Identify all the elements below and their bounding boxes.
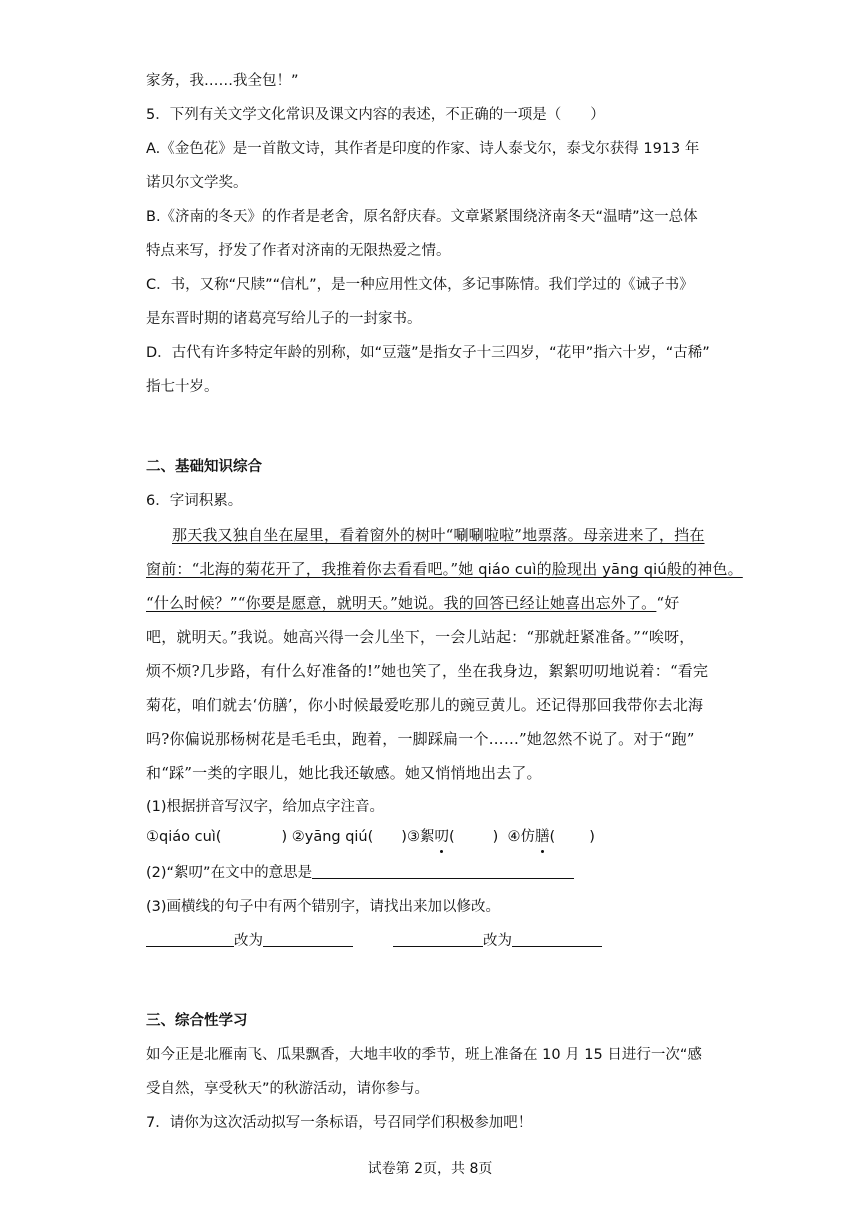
passage-line-8: 和“踩”一类的字眼儿，她比我还敏感。她又悄悄地出去了。	[146, 764, 542, 782]
option-b-line2: 特点来写，抒发了作者对济南的无限热爱之情。	[146, 243, 451, 259]
passage-line-6: 菊花，咱们就去‘仿膳’，你小时候最爱吃那儿的豌豆黄儿。还记得那回我带你去北海	[146, 696, 704, 714]
item-1-label: ①qiáo cuì(	[146, 829, 222, 845]
wrong-char-1-blank[interactable]	[146, 930, 234, 947]
item-3-close: )	[492, 829, 499, 845]
option-d-line2: 指七十岁。	[146, 379, 219, 395]
correction-row	[146, 930, 726, 952]
item-4-open: (	[549, 829, 556, 845]
passage-line-3-tail: “好	[656, 594, 680, 612]
page-footer: 试卷第 2页，共 8页	[367, 1161, 493, 1177]
correct-char-1-blank[interactable]	[263, 930, 353, 947]
option-d-line1: D．古代有许多特定年龄的别称，如“豆蔻”是指女子十三四岁，“花甲”指六十岁，“古稀”	[146, 345, 710, 361]
continuation-text: 家务，我……我全包！”	[146, 73, 299, 89]
question-7: 7．请你为这次活动拟写一条标语，号召同学们积极参加吧！	[146, 1115, 533, 1131]
item-4-close: )	[589, 829, 595, 845]
item-3-label: )③絮	[401, 829, 435, 845]
section-3-intro-line2: 受自然，享受秋天”的秋游活动，请你参与。	[146, 1081, 430, 1097]
pinyin-yangqiu: yāng qiú	[597, 562, 667, 578]
pinyin-qiaocui: qiáo cuì	[473, 562, 537, 578]
sub-question-1: (1)根据拼音写汉字，给加点字注音。	[146, 799, 385, 815]
underlined-sentence-1: 那天我又独自坐在屋里，看着窗外的树叶“唰唰啦啦”地票落。母亲进来了，挡在	[172, 526, 705, 544]
passage-line-2	[146, 558, 743, 581]
option-a-line1: A.《金色花》是一首散文诗，其作者是印度的作家、诗人泰戈尔，泰戈尔获得 1913 年	[146, 141, 700, 157]
passage-line-1	[172, 524, 752, 546]
sub-question-3: (3)画横线的句子中有两个错别字，请找出来加以修改。	[146, 899, 501, 915]
option-c-line1: C．书，又称“尺牍”“信札”，是一种应用性文体，多记事陈情。我们学过的《诫子书》	[146, 277, 694, 293]
passage-line-5: 烦不烦?几步路，有什么好准备的!”她也笑了，坐在我身边，絮絮叨叨地说着：“看完	[146, 662, 709, 680]
wrong-char-2-blank[interactable]	[393, 930, 483, 947]
gai-label-1: 改为	[234, 933, 263, 949]
item-3-dotted-char: 叨	[434, 826, 449, 848]
sub-question-2	[146, 862, 726, 884]
underlined-sentence-2c: 般的神色。	[666, 560, 743, 578]
gai-label-2: 改为	[483, 933, 512, 949]
underlined-sentence-2b: 的脸现出	[536, 560, 598, 578]
underlined-sentence-2a: 窗前：“北海的菊花开了，我推着你去看看吧。”她	[146, 560, 474, 578]
item-4-label: ④仿	[507, 829, 536, 845]
section-3-heading: 三、综合性学习	[146, 1013, 248, 1029]
sub-question-1-items	[146, 826, 726, 848]
underlined-sentence-3: “什么时候？”“你要是愿意，就明天。”她说。我的回答已经让她喜出忘外了。	[146, 594, 657, 612]
item-2-label: ②yāng qiú(	[291, 829, 374, 845]
option-b-line1: B.《济南的冬天》的作者是老舍，原名舒庆春。文章紧紧围绕济南冬天“温晴”这一总体	[146, 209, 698, 225]
passage-line-7: 吗?你偏说那杨树花是毛毛虫，跑着，一脚踩扁一个……”她忽然不说了。对于“跑”	[146, 730, 695, 748]
correct-char-2-blank[interactable]	[512, 930, 602, 947]
option-a-line2: 诺贝尔文学奖。	[146, 175, 248, 191]
passage-line-3	[146, 592, 726, 614]
section-3-intro-line1: 如今正是北雁南飞、瓜果飘香，大地丰收的季节，班上准备在 10 月 15 日进行一次“感	[146, 1047, 702, 1063]
item-4-dotted-char: 膳	[535, 826, 550, 848]
question-5-stem: 5．下列有关文学文化常识及课文内容的表述，不正确的一项是（ ）	[146, 107, 605, 123]
option-c-line2: 是东晋时期的诸葛亮写给儿子的一封家书。	[146, 311, 422, 327]
sub-question-2-blank[interactable]	[312, 862, 574, 879]
item-3-open: (	[448, 829, 455, 845]
passage-line-4: 吧，就明天。”我说。她高兴得一会儿坐下，一会儿站起：“那就赶紧准备。”“唉呀，	[146, 628, 695, 646]
section-2-heading: 二、基础知识综合	[146, 459, 262, 475]
question-6-title: 6．字词积累。	[146, 493, 243, 509]
sub-question-2-text: (2)“絮叨”在文中的意思是	[146, 865, 313, 881]
item-1-close: )	[281, 829, 288, 845]
